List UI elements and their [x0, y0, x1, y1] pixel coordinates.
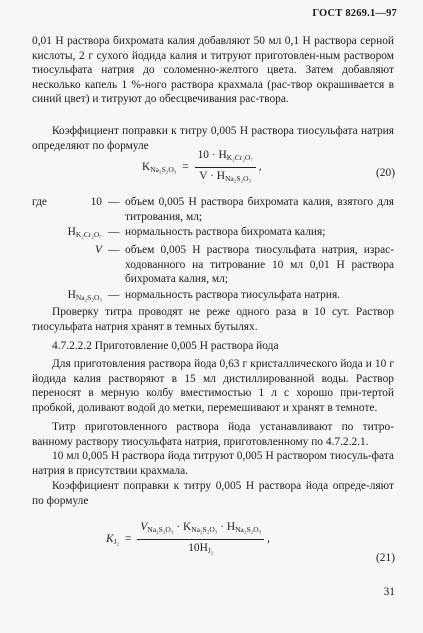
definition-symbol: $H_{K_2Cr_2O_7}$ [67, 226, 102, 239]
paragraph-titer-check: Проверку титра проводят не реже одного раза в 10 сут. Раствор тиосульфата натрия хранят в темных бутылях. [32, 306, 394, 333]
paragraph-iodine-titer: Титр приготовленного раствора йода устанавливают по титро-ванному раствору тиосульфата натрия, приготовленному по 4.7.2.2.1. [32, 421, 394, 448]
formula-20-denominator: $V \cdot H_{Na_2S_2O_3}$ [199, 169, 252, 183]
formula-20-numerator: $10 \cdot H_{K_2Cr_2O_7}$ [195, 148, 256, 168]
formula-21-fraction [137, 520, 264, 558]
formula-21-denominator: $10H_{J_2}$ [188, 541, 214, 555]
formula-20-comma: , [258, 160, 262, 173]
paragraph-iodine-titration: 10 мл 0,005 Н раствора йода титруют 0,005 Н раствором тиосуль-фата натрия в присутствии крахмала. [32, 450, 394, 477]
paragraph-iodine-coefficient: Коэффициент поправки к титру 0,005 Н раствора йода опреде-ляют по формуле [32, 480, 394, 507]
standard-header: ГОСТ 8269.1—97 [312, 8, 397, 19]
where-label: где [32, 196, 47, 208]
definition-dash: — [108, 226, 120, 238]
equals-sign: = [182, 160, 189, 173]
page-number: 31 [383, 586, 395, 598]
equals-sign: = [125, 532, 132, 545]
formula-21-lhs: $K_{J_2}$ [106, 532, 120, 546]
paragraph-coefficient-intro: Коэффициент поправки к титру 0,005 Н раствора тиосульфата натрия определяют по формуле [32, 125, 394, 152]
formula-21-numerator: $V_{Na_2S_2O_3} \cdot K_{Na_2S_2O_3} \cdot H_{Na_2S_2O_3}$ [137, 520, 264, 540]
paragraph-titration-procedure: 0,01 Н раствора бихромата калия добавляют 50 мл 0,1 Н раствора серной кислоты, 2 г сухого йодида калия и титруют приготовлен-ным раствором тиосульфата натрия до соломенно-желтого цвета. Затем добавляют несколько капель 1 %-ного раствора крахмала (рас-твор окрашивается в синий цвет) и титруют до обесцвечивания рас-твора. [32, 35, 394, 106]
definition-text: нормальность раствора тиосульфата натрия. [125, 289, 341, 301]
equation-number-21: (21) [376, 552, 395, 564]
paragraph-iodine-preparation: Для приготовления раствора йода 0,63 г кристаллического йода и 10 г йодида калия растворяют в 15 мл дистиллированной воды. Раствор переносят в мерную колбу вместимостью 1 л с хорошо при-тертой пробкой, доливают водой до метки, перемешивают и хранят в темноте. [32, 358, 394, 414]
definition-symbol: V [95, 244, 102, 256]
definition-dash: — [108, 196, 120, 208]
formula-20 [142, 148, 262, 186]
formula-21 [106, 520, 270, 558]
formula-20-lhs: $K_{Na_2S_2O_3}$ [142, 160, 177, 174]
definition-dash: — [108, 244, 120, 256]
definition-dash: — [108, 289, 120, 301]
formula-21-comma: , [267, 532, 270, 545]
formula-20-fraction [195, 148, 256, 186]
definition-symbol: $H_{Na_2S_2O_3}$ [67, 289, 102, 302]
definition-text: объем 0,005 Н раствора бихромата калия, взятого для титрования, мл; [125, 196, 394, 223]
definition-symbol: 10 [90, 196, 102, 208]
section-heading: 4.7.2.2.2 Приготовление 0,005 Н раствора йода [52, 340, 279, 352]
definition-text: нормальность раствора бихромата калия; [125, 226, 326, 238]
equation-number-20: (20) [376, 167, 395, 179]
definition-text: объем 0,005 Н раствора тиосульфата натрия, израс-ходованного на титрование 10 мл 0,01 Н раствора бихромата калия, мл; [125, 244, 394, 286]
